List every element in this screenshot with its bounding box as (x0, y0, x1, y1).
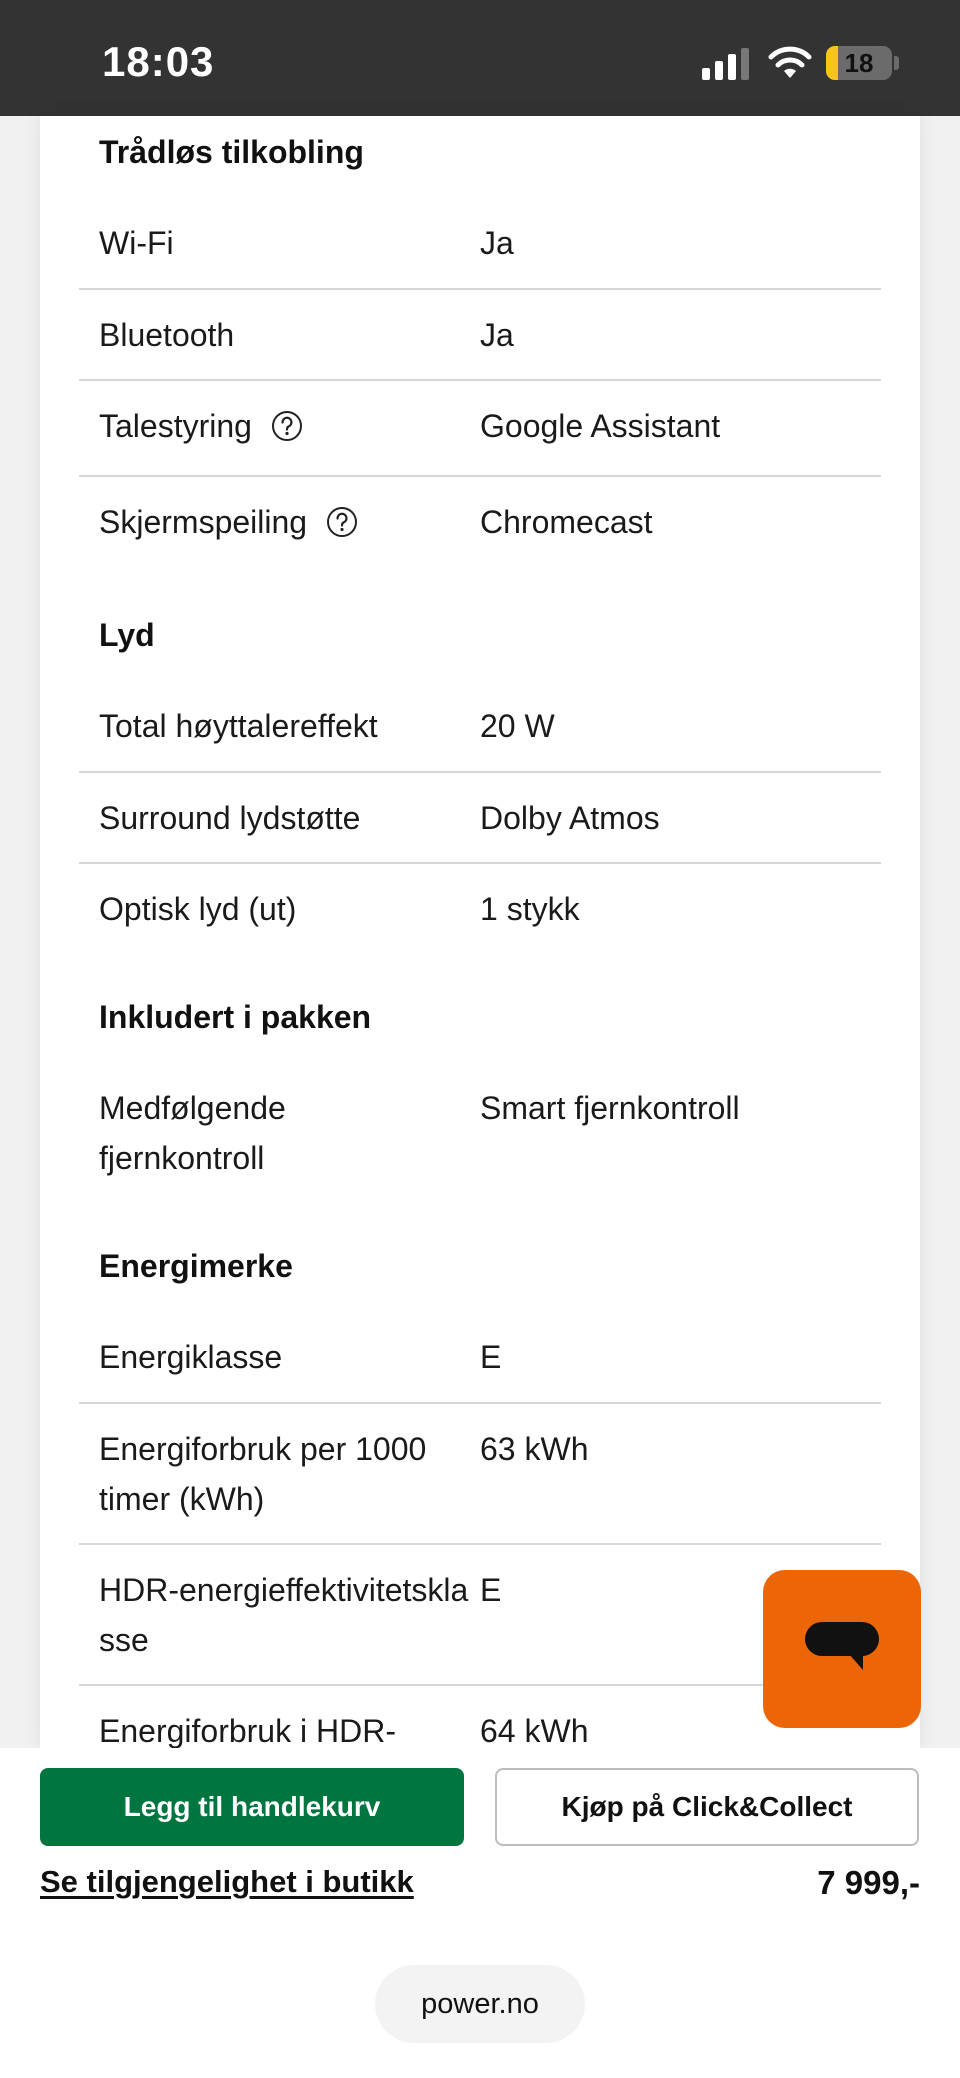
spec-label: Total høyttalereffekt (99, 708, 378, 744)
spec-label: Medfølgende fjernkontroll (99, 1090, 286, 1176)
spec-row-wifi (79, 198, 881, 290)
spec-value: 20 W (480, 708, 555, 744)
spec-label (99, 401, 479, 451)
add-to-cart-button[interactable]: Legg til handlekurv (40, 1768, 464, 1846)
battery-nub (894, 56, 899, 70)
specs-card (40, 116, 920, 1748)
section-title-wireless: Trådløs tilkobling (99, 134, 364, 170)
spec-label-text: Talestyring (99, 408, 252, 444)
spec-value: 1 stykk (480, 891, 580, 927)
spec-value: Google Assistant (480, 408, 721, 444)
chat-button[interactable] (763, 1570, 921, 1728)
spec-label: Bluetooth (99, 317, 235, 353)
store-availability-link[interactable]: Se tilgjengelighet i butikk (40, 1864, 414, 1899)
spec-value: E (480, 1339, 502, 1375)
spec-row-screen-mirroring (79, 477, 881, 573)
spec-value: 64 kWh (480, 1713, 589, 1748)
battery-level: 18 (844, 48, 874, 78)
spec-row-hdr-consumption (79, 1686, 881, 1748)
spec-value: Ja (480, 317, 514, 353)
spec-row-speaker-power (79, 681, 881, 773)
browser-url-bar[interactable]: power.no (375, 1965, 585, 2043)
spec-row-energy-consumption (79, 1404, 881, 1545)
spec-row-remote (79, 1063, 881, 1208)
status-bar (0, 0, 960, 116)
section-title-sound: Lyd (99, 617, 155, 653)
status-time: 18:03 (102, 38, 215, 85)
purchase-bar (0, 1748, 960, 2078)
spec-label: Surround lydstøtte (99, 800, 361, 836)
spec-row-surround (79, 773, 881, 864)
spec-value: Ja (480, 225, 514, 261)
click-collect-button[interactable]: Kjøp på Click&Collect (495, 1768, 919, 1846)
chat-icon (803, 1620, 881, 1684)
spec-value: Smart fjernkontroll (480, 1090, 740, 1126)
spec-value: E (480, 1572, 502, 1608)
spec-label: Energiforbruk i HDR- (99, 1713, 396, 1748)
spec-row-bluetooth (79, 290, 881, 381)
spec-label: Wi-Fi (99, 225, 174, 261)
help-icon[interactable] (326, 506, 358, 538)
help-icon[interactable] (271, 410, 303, 442)
spec-label (99, 497, 479, 547)
spec-row-energy-class (79, 1312, 881, 1404)
spec-value: Chromecast (480, 504, 653, 540)
battery-indicator (826, 46, 892, 80)
spec-row-optical-out (79, 864, 881, 956)
spec-label: Energiforbruk per 1000 timer (kWh) (99, 1431, 427, 1517)
signal-icon (702, 48, 750, 80)
section-title-package: Inkludert i pakken (99, 999, 372, 1035)
spec-value: Dolby Atmos (480, 800, 660, 836)
spec-label: Energiklasse (99, 1339, 283, 1375)
price: 7 999,- (817, 1864, 920, 1901)
wifi-icon (768, 44, 812, 80)
spec-label-text: Skjermspeiling (99, 504, 308, 540)
spec-row-voice-control (79, 381, 881, 477)
spec-value: 63 kWh (480, 1431, 589, 1467)
spec-label: Optisk lyd (ut) (99, 891, 297, 927)
section-title-energy: Energimerke (99, 1248, 293, 1284)
spec-label: HDR-energieffektivitetsklasse (99, 1572, 469, 1658)
spec-row-hdr-energy-class (79, 1545, 881, 1686)
